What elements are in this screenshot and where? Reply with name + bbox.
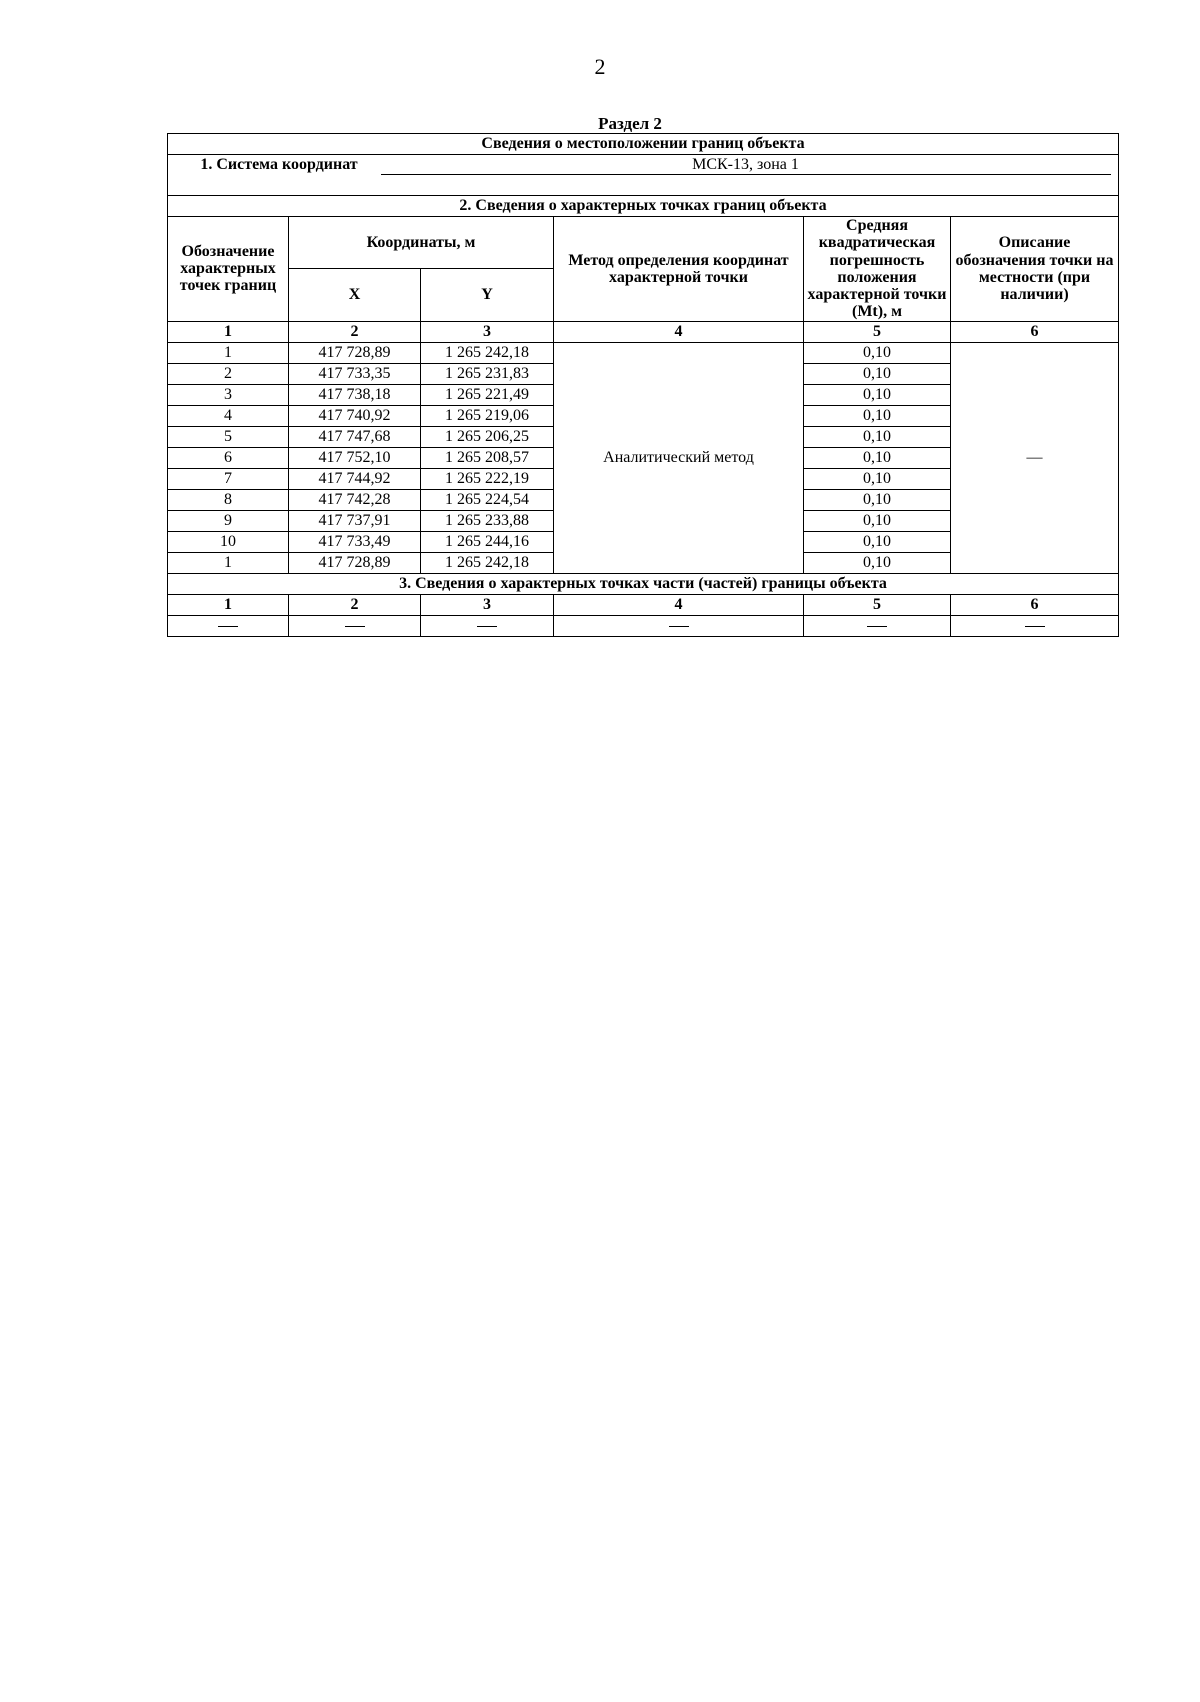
method-cell: Аналитический метод bbox=[554, 342, 804, 573]
error-mt: 0,10 bbox=[804, 405, 951, 426]
point-number: 9 bbox=[168, 510, 289, 531]
error-mt: 0,10 bbox=[804, 447, 951, 468]
coord-y: 1 265 231,83 bbox=[421, 363, 554, 384]
column-number: 4 bbox=[554, 321, 804, 342]
header-y: Y bbox=[421, 269, 554, 321]
coord-x: 417 733,35 bbox=[289, 363, 421, 384]
point-number: 3 bbox=[168, 384, 289, 405]
column-numbers-row bbox=[168, 321, 1119, 342]
header-coordinates: Координаты, м bbox=[289, 217, 554, 269]
coord-x: 417 728,89 bbox=[289, 342, 421, 363]
dash-mark bbox=[1025, 626, 1045, 627]
coord-x: 417 742,28 bbox=[289, 489, 421, 510]
error-mt: 0,10 bbox=[804, 552, 951, 573]
parts-section-title: 3. Сведения о характерных точках части (частей) границы объекта bbox=[168, 573, 1119, 594]
error-mt: 0,10 bbox=[804, 426, 951, 447]
empty-cell bbox=[421, 615, 554, 636]
coord-x: 417 728,89 bbox=[289, 552, 421, 573]
page-number: 2 bbox=[594, 54, 606, 79]
empty-cell bbox=[168, 615, 289, 636]
header-error: Средняя квадратическая погрешность положения характерной точки (Mt), м bbox=[804, 217, 951, 322]
column-number: 6 bbox=[951, 594, 1119, 615]
coord-x: 417 744,92 bbox=[289, 468, 421, 489]
empty-cell bbox=[554, 615, 804, 636]
coord-y: 1 265 208,57 bbox=[421, 447, 554, 468]
coord-x: 417 752,10 bbox=[289, 447, 421, 468]
coord-y: 1 265 242,18 bbox=[421, 552, 554, 573]
point-number: 10 bbox=[168, 531, 289, 552]
point-number: 8 bbox=[168, 489, 289, 510]
header-designation: Обозначение характерных точек границ bbox=[168, 217, 289, 322]
coord-y: 1 265 222,19 bbox=[421, 468, 554, 489]
error-mt: 0,10 bbox=[804, 468, 951, 489]
coord-x: 417 733,49 bbox=[289, 531, 421, 552]
column-number: 1 bbox=[168, 321, 289, 342]
table-row bbox=[168, 342, 1119, 363]
column-number: 3 bbox=[421, 594, 554, 615]
header-method: Метод определения координат характерной точки bbox=[554, 217, 804, 322]
column-number: 5 bbox=[804, 321, 951, 342]
dash-mark bbox=[218, 626, 238, 627]
column-number: 6 bbox=[951, 321, 1119, 342]
coord-x: 417 738,18 bbox=[289, 384, 421, 405]
coord-y: 1 265 224,54 bbox=[421, 489, 554, 510]
coord-y: 1 265 242,18 bbox=[421, 342, 554, 363]
error-mt: 0,10 bbox=[804, 384, 951, 405]
point-number: 4 bbox=[168, 405, 289, 426]
error-mt: 0,10 bbox=[804, 489, 951, 510]
coord-system-row bbox=[168, 155, 1119, 176]
column-number: 3 bbox=[421, 321, 554, 342]
point-number: 7 bbox=[168, 468, 289, 489]
error-mt: 0,10 bbox=[804, 510, 951, 531]
coord-y: 1 265 244,16 bbox=[421, 531, 554, 552]
description-cell: — bbox=[951, 342, 1119, 573]
coord-system-label: 1. Система координат bbox=[200, 156, 358, 173]
column-number: 1 bbox=[168, 594, 289, 615]
empty-cell bbox=[804, 615, 951, 636]
error-mt: 0,10 bbox=[804, 342, 951, 363]
point-number: 1 bbox=[168, 552, 289, 573]
points-section-title: 2. Сведения о характерных точках границ объекта bbox=[168, 196, 1119, 217]
coord-y: 1 265 233,88 bbox=[421, 510, 554, 531]
coord-system-value: МСК-13, зона 1 bbox=[381, 155, 1111, 175]
coord-y: 1 265 206,25 bbox=[421, 426, 554, 447]
point-number: 1 bbox=[168, 342, 289, 363]
coord-x: 417 740,92 bbox=[289, 405, 421, 426]
error-mt: 0,10 bbox=[804, 531, 951, 552]
section-title: Раздел 2 bbox=[598, 114, 662, 133]
dash-mark bbox=[477, 626, 497, 627]
error-mt: 0,10 bbox=[804, 363, 951, 384]
parts-empty-row bbox=[168, 615, 1119, 636]
empty-cell bbox=[289, 615, 421, 636]
column-number: 5 bbox=[804, 594, 951, 615]
point-number: 5 bbox=[168, 426, 289, 447]
coord-x: 417 737,91 bbox=[289, 510, 421, 531]
header-x: X bbox=[289, 269, 421, 321]
column-number: 4 bbox=[554, 594, 804, 615]
point-number: 6 bbox=[168, 447, 289, 468]
empty-cell bbox=[951, 615, 1119, 636]
column-number: 2 bbox=[289, 594, 421, 615]
dash-mark bbox=[669, 626, 689, 627]
parts-column-numbers-row bbox=[168, 594, 1119, 615]
coord-y: 1 265 221,49 bbox=[421, 384, 554, 405]
table-title: Сведения о местоположении границ объекта bbox=[168, 134, 1119, 155]
boundary-table bbox=[167, 133, 1119, 637]
coord-x: 417 747,68 bbox=[289, 426, 421, 447]
header-description: Описание обозначения точки на местности (при наличии) bbox=[951, 217, 1119, 322]
dash-mark bbox=[867, 626, 887, 627]
dash-mark bbox=[345, 626, 365, 627]
spacer bbox=[168, 175, 1119, 196]
column-number: 2 bbox=[289, 321, 421, 342]
coord-y: 1 265 219,06 bbox=[421, 405, 554, 426]
point-number: 2 bbox=[168, 363, 289, 384]
